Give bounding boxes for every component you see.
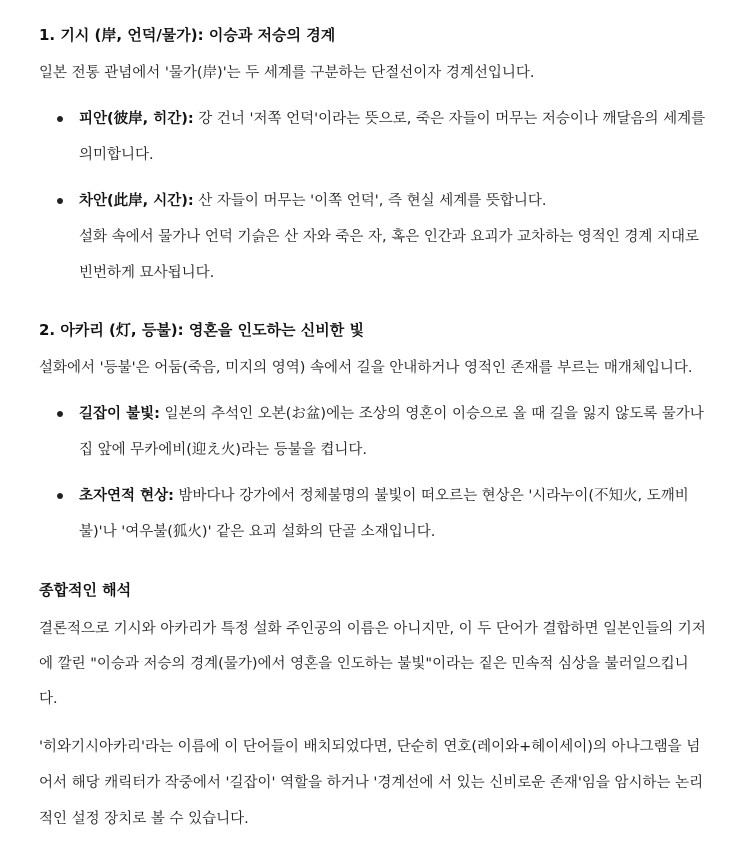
section2-intro: 설화에서 '등불'은 어둠(죽음, 미지의 영역) 속에서 길을 안내하거나 영적인 존재를 부르는 매개체입니다. — [39, 360, 693, 376]
section2-bullet2-line2: 불)'나 '여우불(狐火)' 같은 요괴 설화의 단골 소재입니다. — [79, 524, 436, 540]
section3-para2-line1: '히와기시아카리'라는 이름에 이 단어들이 배치되었다면, 단순히 연호(레이와+헤이세이)의 아나그램을 넘 — [39, 739, 701, 755]
section1-bullet2-line2: 설화 속에서 물가나 언덕 기슭은 산 자와 죽은 자, 혹은 인간과 요괴가 교차하는 영적인 경계 지대로 — [79, 229, 700, 245]
section1-intro: 일본 전통 관념에서 '물가(岸)'는 두 세계를 구분하는 단절선이자 경계선입니다. — [39, 65, 535, 81]
section2-bullet1-line1 — [79, 404, 704, 424]
bullet-term: 피안(彼岸, 히간): — [79, 111, 194, 127]
section3-para2-line3: 적인 설정 장치로 볼 수 있습니다. — [39, 811, 249, 827]
bullet-dot — [57, 198, 63, 204]
section3-para1-line3: 다. — [39, 691, 58, 707]
section1-bullet1-line2: 의미합니다. — [79, 147, 154, 163]
bullet-text: 밤바다나 강가에서 정체불명의 불빛이 떠오르는 현상은 '시라누이(不知火, 도깨비 — [173, 488, 689, 504]
bullet-dot — [57, 493, 63, 499]
bullet-term: 초자연적 현상: — [79, 488, 174, 504]
bullet-text: 일본의 추석인 오본(お盆)에는 조상의 영혼이 이승으로 올 때 길을 잃지 않도록 물가나 — [159, 406, 704, 422]
section1-bullet2-line1 — [79, 191, 546, 211]
section1-bullet1-line1 — [79, 109, 705, 129]
section2-heading: 2. 아카리 (灯, 등불): 영혼을 인도하는 신비한 빛 — [39, 321, 364, 339]
section3-para1-line2: 에 깔린 "이승과 저승의 경계(물가)에서 영혼을 인도하는 불빛"이라는 짙은 민속적 심상을 불러일으킵니 — [39, 656, 689, 672]
section2-bullet1-line2: 집 앞에 무카에비(迎え火)라는 등불을 켭니다. — [79, 442, 367, 458]
section3-para1-line1: 결론적으로 기시와 아카리가 특정 설화 주인공의 이름은 아니지만, 이 두 단어가 결합하면 일본인들의 기저 — [39, 621, 706, 637]
section2-bullet2-line1 — [79, 486, 689, 506]
section3-heading: 종합적인 해석 — [39, 581, 132, 599]
bullet-term: 차안(此岸, 시간): — [79, 193, 194, 209]
bullet-text: 강 건너 '저쪽 언덕'이라는 뜻으로, 죽은 자들이 머무는 저승이나 깨달음의 세계를 — [193, 111, 706, 127]
section1-bullet2-line3: 빈번하게 묘사됩니다. — [79, 265, 215, 281]
section3-para2-line2: 어서 해당 캐릭터가 작중에서 '길잡이' 역할을 하거나 '경계선에 서 있는 신비로운 존재'임을 암시하는 논리 — [39, 775, 704, 791]
bullet-text: 산 자들이 머무는 '이쪽 언덕', 즉 현실 세계를 뜻합니다. — [193, 193, 547, 209]
bullet-dot — [57, 116, 63, 122]
section1-heading: 1. 기시 (岸, 언덕/물가): 이승과 저승의 경계 — [39, 26, 336, 44]
bullet-dot — [57, 411, 63, 417]
bullet-term: 길잡이 불빛: — [79, 406, 160, 422]
